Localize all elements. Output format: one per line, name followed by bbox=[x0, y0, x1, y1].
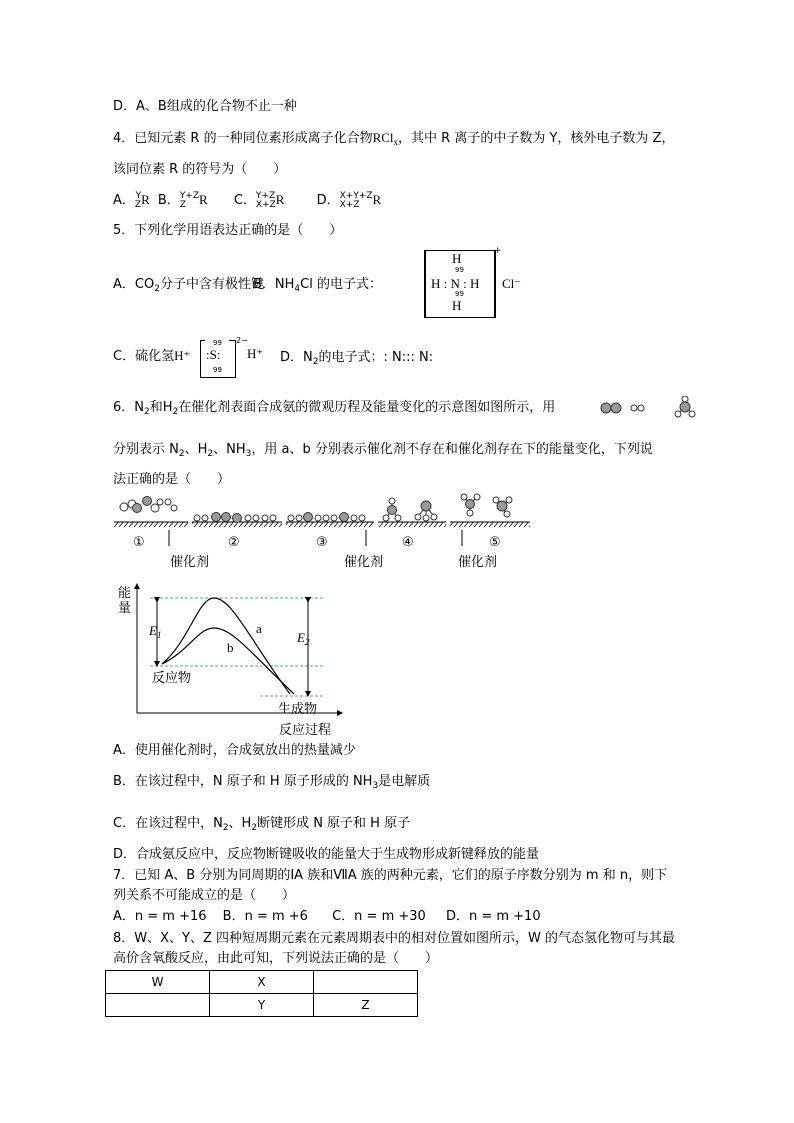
table-cell: W bbox=[106, 971, 210, 994]
nh4-h-n-h: H : N : H bbox=[431, 276, 480, 291]
q7-option-c: C．n = m +30 bbox=[332, 909, 426, 924]
catalyst-label-2: 催化剂 bbox=[344, 555, 384, 570]
e2-label: $E_2$ bbox=[297, 630, 310, 647]
table-cell bbox=[314, 971, 418, 994]
step-label-4: ④ bbox=[402, 535, 414, 550]
h-ion-right: H⁺ bbox=[247, 346, 264, 361]
molecule-legend-icons bbox=[600, 396, 700, 420]
q6-option-a: A．使用催化剂时，合成氨放出的热量减少 bbox=[113, 743, 356, 758]
nh4-h-bottom: H bbox=[452, 298, 462, 313]
nh4-h-top: H bbox=[452, 251, 462, 266]
e1-label: $E_1$ bbox=[149, 623, 162, 640]
q7-option-d: D．n = m +10 bbox=[445, 909, 541, 924]
q4-option-c: C．Y+Z X+ZR bbox=[233, 190, 285, 210]
nh4-charge: + bbox=[494, 246, 502, 256]
q8-stem-line1: 8．W、X、Y、Z 四种短周期元素在元素周期表中的相对位置如图所示，W 的气态氢化物可与其最 bbox=[113, 931, 675, 946]
step-label-5: ⑤ bbox=[489, 535, 501, 550]
cl-ion: Cl⁻ bbox=[502, 276, 522, 291]
energy-xlabel: 反应过程 bbox=[279, 723, 332, 738]
step-label-3: ③ bbox=[316, 535, 328, 550]
reactant-label: 反应物 bbox=[152, 671, 192, 686]
table-cell: X bbox=[210, 971, 314, 994]
q4-option-b: B．Y+Z Z R bbox=[157, 190, 208, 210]
h2-molecule-icon bbox=[631, 405, 644, 411]
q6-stem-line2: 分别表示 $N_2$、$H_2$、$NH_3$，用 a、b 分别表示催化剂不存在和催化剂存在下的能量变化，下列说 bbox=[113, 442, 653, 459]
q7-option-a: A．n = m +16 bbox=[113, 909, 207, 924]
q6-option-d: D．合成氨反应中，反应物断键吸收的能量大于生成物形成新键释放的能量 bbox=[113, 847, 540, 862]
q4-option-a: A．Y ZR bbox=[113, 190, 150, 210]
s-dots-bottom: 99 bbox=[213, 366, 222, 374]
q5-option-b: B．$NH_4Cl$ 的电子式： bbox=[253, 277, 382, 294]
q6-stem-line3: 法正确的是（ ） bbox=[113, 472, 231, 487]
table-cell: Z bbox=[314, 994, 418, 1017]
catalyst-label-1: 催化剂 bbox=[170, 555, 210, 570]
q6-option-b: B．在该过程中，N 原子和 H 原子形成的 $NH_3$是电解质 bbox=[113, 774, 431, 791]
step4-molecules bbox=[383, 498, 437, 521]
table-cell: Y bbox=[210, 994, 314, 1017]
q6-stem-line1: 6．$N_2$和$H_2$在催化剂表面合成氨的微观历程及能量变化的示意图如图所示，用 bbox=[113, 400, 556, 417]
q5-option-d: D．$N_2$的电子式：: N::: N: bbox=[280, 350, 434, 367]
nh4-dots-bottom: 99 bbox=[455, 290, 464, 298]
catalyst-label-3: 催化剂 bbox=[458, 555, 498, 570]
q3-option-d: D．A、B组成的化合物不止一种 bbox=[113, 99, 297, 114]
q4-stem-line1: 4．已知元素 R 的一种同位素形成离子化合物RCl$_x$，其中 R 离子的中子数为 Y，核外电子数为 Z， bbox=[113, 130, 675, 147]
q7-options bbox=[113, 907, 541, 927]
table-cell bbox=[106, 994, 210, 1017]
q5-option-c: C．硫化氢H⁺ bbox=[113, 348, 191, 364]
q6-option-c: C．在该过程中，$N_2$、$H_2$断键形成 N 原子和 H 原子 bbox=[113, 816, 411, 833]
q7-stem-line2: 列关系不可能成立的是（ ） bbox=[113, 888, 296, 903]
q5-option-a: A．$CO_2$分子中含有极性键 bbox=[113, 277, 264, 294]
q4-stem-line2: 该同位素 R 的符号为（ ） bbox=[113, 162, 287, 177]
curve-b-label: b bbox=[227, 640, 234, 655]
catalyst-surfaces bbox=[114, 522, 530, 527]
nh4-dots-top: 99 bbox=[455, 266, 464, 274]
s-dots-top: 99 bbox=[213, 339, 222, 347]
table-row bbox=[106, 994, 418, 1017]
q7-option-b: B．n = m +6 bbox=[222, 909, 308, 924]
table-row bbox=[106, 971, 418, 994]
nh3-molecule-icon bbox=[675, 396, 695, 417]
n2-molecule-icon bbox=[601, 403, 621, 413]
q4-options bbox=[113, 190, 381, 211]
step5-molecules bbox=[461, 494, 512, 517]
step-label-2: ② bbox=[228, 535, 240, 550]
s-charge: 2− bbox=[236, 336, 248, 345]
q7-stem-line1: 7．已知 A、B 分别为同周期的ⅠA 族和ⅦA 族的两种元素，它们的原子序数分别为 m 和 n，则下 bbox=[113, 868, 668, 883]
q5-stem: 5．下列化学用语表达正确的是（ ） bbox=[113, 223, 343, 238]
step-label-1: ① bbox=[133, 535, 145, 550]
energy-ylabel: 能量 bbox=[118, 586, 132, 616]
product-label: 生成物 bbox=[278, 702, 318, 717]
step1-molecules bbox=[120, 497, 177, 513]
q4-option-d: D．X+Y+Z X+Z R bbox=[316, 190, 382, 210]
s-center: :S: bbox=[206, 347, 221, 362]
q8-stem-line2: 高价含氧酸反应，由此可知，下列说法正确的是（ ） bbox=[113, 951, 439, 966]
curve-a-label: a bbox=[256, 621, 262, 636]
periodic-position-table bbox=[105, 970, 418, 1017]
step2-molecules bbox=[194, 513, 276, 523]
step3-atoms bbox=[288, 513, 365, 522]
